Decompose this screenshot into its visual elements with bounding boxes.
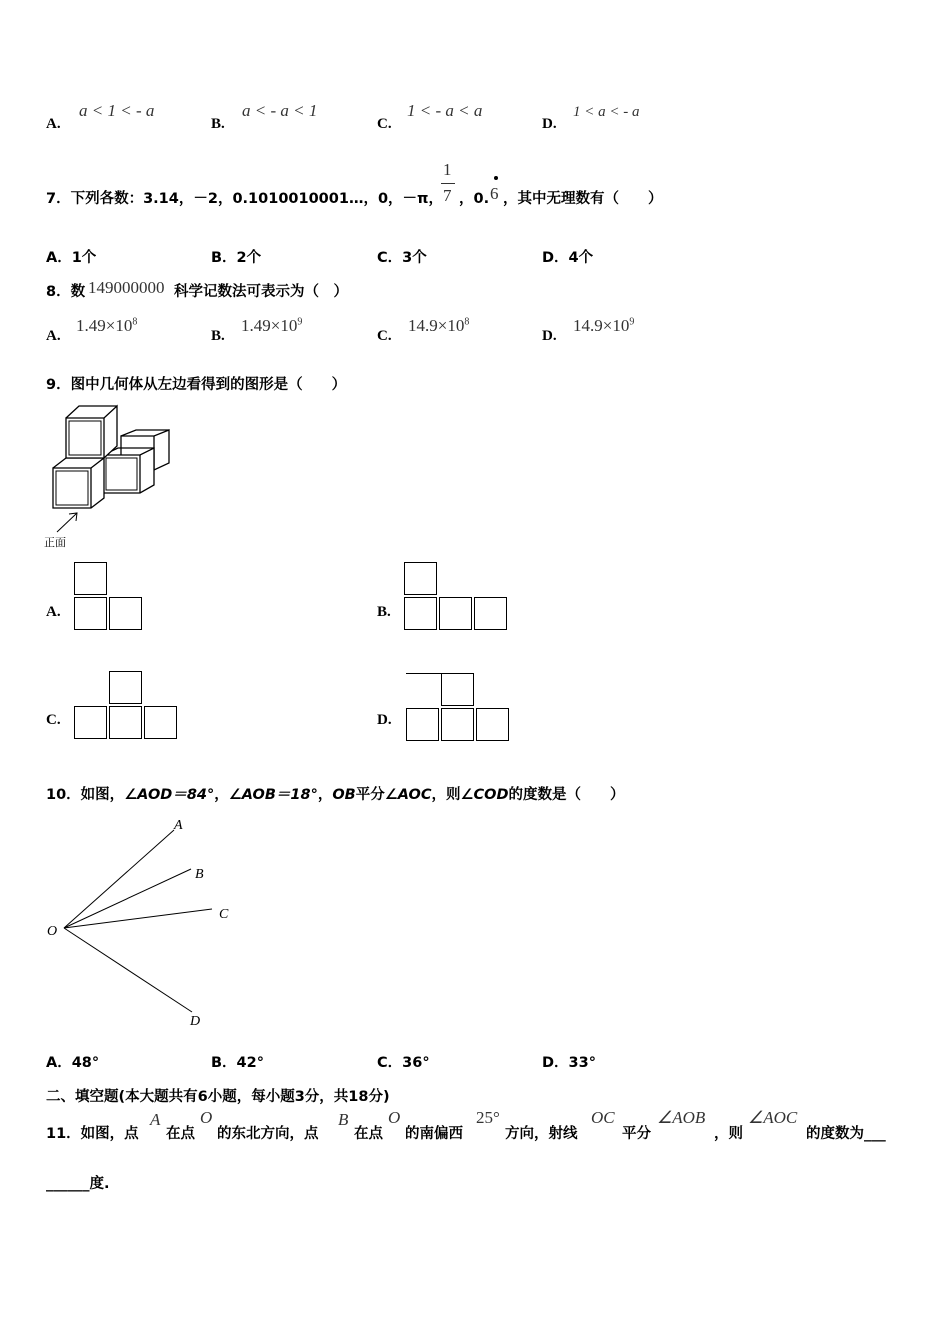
point-c-label: C — [219, 907, 229, 922]
q7-option-d: D．4个 — [542, 250, 594, 266]
q7-repeat-dot — [494, 176, 498, 180]
q7-stem-part-a: 7．下列各数：3.14，－2，0.1010010001…，0，－π， — [46, 191, 444, 207]
grid-cell — [406, 708, 439, 741]
grid-cell — [474, 597, 507, 630]
grid-cell — [144, 706, 177, 739]
q10-ray-ob: OB — [332, 787, 356, 803]
q10-stem-part-d: 的度数是（ ） — [508, 787, 625, 803]
q7-fraction-numerator: 1 — [443, 160, 452, 179]
q8-option-d-mantissa: 14.9 — [573, 316, 603, 335]
front-view-label: 正面 — [44, 536, 66, 549]
point-o-label: O — [47, 924, 58, 939]
q11-answer-blank: ______度. — [46, 1176, 110, 1192]
q11-angle-aoc: ∠AOC — [748, 1108, 798, 1127]
q11-ray-oc: OC — [591, 1108, 615, 1127]
q9-solid-figure — [44, 400, 179, 550]
q8-option-b-label: B. — [211, 328, 225, 344]
q11-point-o-2: O — [388, 1108, 401, 1127]
q9-option-c-label: C. — [46, 712, 61, 728]
q8-option-c-mantissa: 14.9 — [408, 316, 438, 335]
q7-option-a: A．1个 — [46, 250, 97, 266]
q6-option-d-expr: 1 < a < - a — [573, 104, 640, 120]
grid-cell — [404, 597, 437, 630]
q8-option-a-label: A. — [46, 328, 61, 344]
grid-cell — [109, 597, 142, 630]
q10-angle-diagram — [40, 812, 250, 1032]
q10-stem-part-a: 10．如图， — [46, 787, 125, 803]
q7-option-c: C．3个 — [377, 250, 427, 266]
grid-cell — [74, 597, 107, 630]
grid-cell — [441, 708, 474, 741]
q8-option-c-label: C. — [377, 328, 392, 344]
q11-part-8: ，则 — [714, 1126, 743, 1142]
ray-ob — [64, 869, 191, 928]
cube-left-bottom — [53, 458, 104, 508]
q6-option-a-label: A. — [46, 116, 61, 132]
q11-point-a: A — [150, 1110, 161, 1129]
grid-top-edge — [406, 673, 441, 708]
q7-stem-part-c: ，其中无理数有（ ） — [503, 191, 663, 207]
point-d-label: D — [190, 1014, 201, 1029]
q7-stem-part-b: ，0. — [459, 191, 490, 207]
ray-od — [64, 928, 192, 1012]
q10-angle-aod: ∠AOD＝84° — [124, 787, 215, 803]
q10-option-d: D．33° — [542, 1055, 596, 1071]
grid-cell — [74, 562, 107, 595]
q8-option-d-exponent: 9 — [629, 316, 635, 328]
q11-point-b: B — [338, 1110, 349, 1129]
q11-part-9: 的度数为___ — [806, 1126, 886, 1142]
q10-angle-aoc: ∠AOC — [384, 787, 432, 803]
q10-angle-aob: ∠AOB＝18° — [228, 787, 318, 803]
grid-cell — [74, 706, 107, 739]
q11-part-2: 在点 — [166, 1126, 195, 1142]
q8-option-b-mantissa: 1.49 — [241, 316, 271, 335]
ray-oa — [64, 830, 174, 928]
q10-sep-1: ， — [214, 787, 229, 803]
q11-part-5: 的南偏西 — [405, 1126, 463, 1142]
q8-option-c-expr: $14.9\times 10^8$ — [408, 316, 470, 335]
rays-drawing — [40, 812, 250, 1032]
q9-option-a-label: A. — [46, 604, 61, 620]
q9-stem: 9．图中几何体从左边看得到的图形是（ ） — [46, 377, 347, 393]
q8-option-d-label: D. — [542, 328, 557, 344]
q10-option-c: C．36° — [377, 1055, 430, 1071]
q11-part-3: 的东北方向，点 — [217, 1126, 319, 1142]
q11-part-4: 在点 — [354, 1126, 383, 1142]
q11-point-o-1: O — [200, 1108, 213, 1127]
q8-option-d-expr: $14.9\times 10^9$ — [573, 316, 635, 335]
q8-option-a-expr: $1.49\times 10^8$ — [76, 316, 138, 335]
q8-option-a-exponent: 8 — [132, 316, 138, 328]
q7-repeat-digit: 6 — [490, 184, 499, 203]
grid-cell — [109, 671, 142, 704]
q7-fraction-denominator: 7 — [443, 186, 452, 205]
q8-stem-part-b: 科学记数法可表示为（ ） — [174, 284, 348, 300]
q9-option-b-label: B. — [377, 604, 391, 620]
q6-option-d-label: D. — [542, 116, 557, 132]
q11-angle-aob: ∠AOB — [657, 1108, 706, 1127]
q11-degree: 25° — [476, 1108, 500, 1127]
q8-option-c-exponent: 8 — [464, 316, 470, 328]
q11-part-7: 平分 — [622, 1126, 651, 1142]
ray-oc — [64, 909, 212, 928]
q8-option-b-exponent: 9 — [297, 316, 303, 328]
q11-part-6: 方向，射线 — [505, 1126, 578, 1142]
q6-option-a-expr: a < 1 < - a — [79, 101, 155, 120]
q10-option-a: A．48° — [46, 1055, 100, 1071]
q8-option-b-expr: $1.49\times 10^9$ — [241, 316, 303, 335]
grid-cell — [404, 562, 437, 595]
q8-stem-part-a: 8．数 — [46, 284, 86, 300]
q6-option-c-label: C. — [377, 116, 392, 132]
q10-stem-part-c: ，则 — [431, 787, 461, 803]
q7-option-b: B．2个 — [211, 250, 262, 266]
q6-option-c-expr: 1 < - a < a — [407, 101, 483, 120]
point-a-label: A — [174, 818, 183, 833]
q10-angle-cod: ∠COD — [460, 787, 509, 803]
q8-number: 149000000 — [88, 278, 165, 297]
q7-fraction-bar — [441, 183, 455, 184]
q6-option-b-label: B. — [211, 116, 225, 132]
point-b-label: B — [195, 867, 204, 882]
grid-cell — [109, 706, 142, 739]
section-2-title: 二、填空题(本大题共有6小题，每小题3分，共18分) — [46, 1089, 390, 1105]
cube-right-front — [103, 448, 154, 493]
q8-option-a-mantissa: 1.49 — [76, 316, 106, 335]
q11-part-1: 11．如图，点 — [46, 1126, 139, 1142]
grid-cell — [441, 673, 474, 706]
q10-stem-part-b: 平分 — [355, 787, 385, 803]
q10-option-b: B．42° — [211, 1055, 264, 1071]
q10-sep-2: ， — [317, 787, 333, 803]
q10-stem — [46, 783, 625, 804]
q9-option-d-label: D. — [377, 712, 392, 728]
grid-cell — [476, 708, 509, 741]
cube-stack-drawing — [44, 400, 179, 550]
cube-top — [66, 406, 117, 458]
grid-cell — [439, 597, 472, 630]
q6-option-b-expr: a < - a < 1 — [242, 101, 318, 120]
